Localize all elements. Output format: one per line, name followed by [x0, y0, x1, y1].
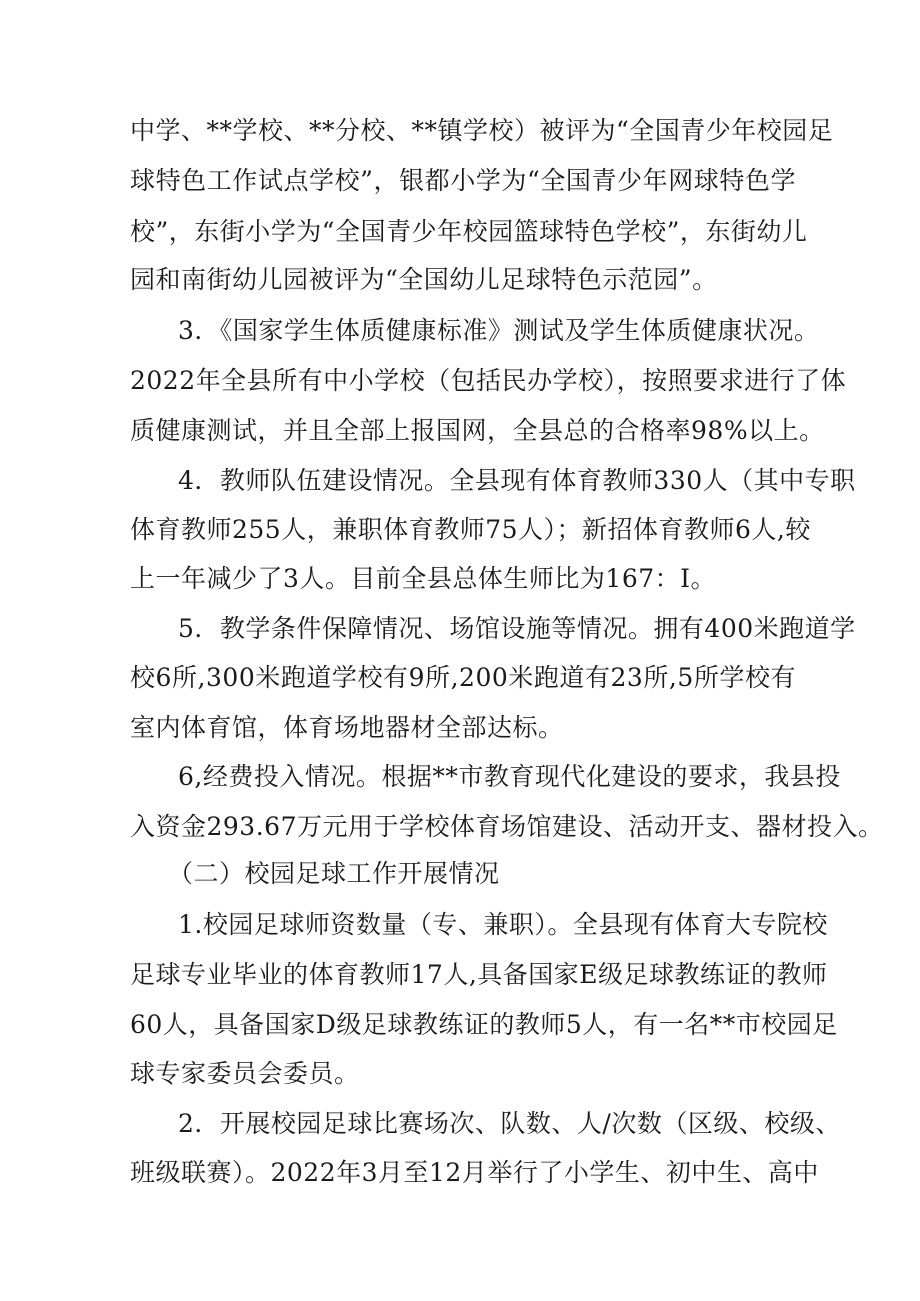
- text-line-15: 入资金293.67万元用于学校体育场馆建设、活动开支、器材投入。: [130, 812, 884, 841]
- text-line-22: 班级联赛）。2022年3月至12月举行了小学生、初中生、高中: [130, 1158, 819, 1187]
- text-line-20: 球专家委员会委员。: [130, 1059, 360, 1088]
- text-line-17: 1.校园足球师资数量（专、兼职）。全县现有体育大专院校: [178, 910, 828, 939]
- text-line-12: 校6所,300米跑道学校有9所,200米跑道有23所,5所学校有: [130, 663, 796, 692]
- text-line-1: 中学、**学校、**分校、**镇学校）被评为“全国青少年校园足: [130, 116, 834, 145]
- text-line-14: 6,经费投入情况。根据**市教育现代化建设的要求，我县投: [178, 762, 841, 791]
- text-line-18: 足球专业毕业的体育教师17人,具备国家E级足球教练证的教师: [130, 960, 828, 989]
- text-line-2: 球特色工作试点学校”，银都小学为“全国青少年网球特色学: [130, 166, 796, 195]
- text-line-3: 校”，东街小学为“全国青少年校园篮球特色学校”，东街幼儿: [130, 217, 808, 246]
- text-line-11: 5．教学条件保障情况、场馆设施等情况。拥有400米跑道学: [178, 614, 856, 643]
- text-line-21: 2．开展校园足球比赛场次、队数、人/次数（区级、校级、: [178, 1109, 841, 1138]
- text-line-19: 60人，具备国家D级足球教练证的教师5人，有一名**市校园足: [130, 1010, 838, 1039]
- text-line-10: 上一年减少了3人。目前全县总体生师比为167：I。: [130, 564, 717, 593]
- section-heading: （二）校园足球工作开展情况: [168, 859, 500, 888]
- text-line-9: 体育教师255人，兼职体育教师75人）；新招体育教师6人,较: [130, 515, 811, 544]
- text-line-13: 室内体育馆，体育场地器材全部达标。: [130, 713, 564, 742]
- text-line-7: 质健康测试，并且全部上报国网，全县总的合格率98%以上。: [130, 416, 825, 445]
- text-line-8: 4．教师队伍建设情况。全县现有体育教师330人（其中专职: [178, 466, 856, 495]
- text-line-6: 2022年全县所有中小学校（包括民办学校），按照要求进行了体: [130, 366, 847, 395]
- text-line-5: 3．《国家学生体质健康标准》测试及学生体质健康状况。: [178, 316, 820, 345]
- text-line-4: 园和南街幼儿园被评为“全国幼儿足球特色示范园”。: [130, 265, 718, 294]
